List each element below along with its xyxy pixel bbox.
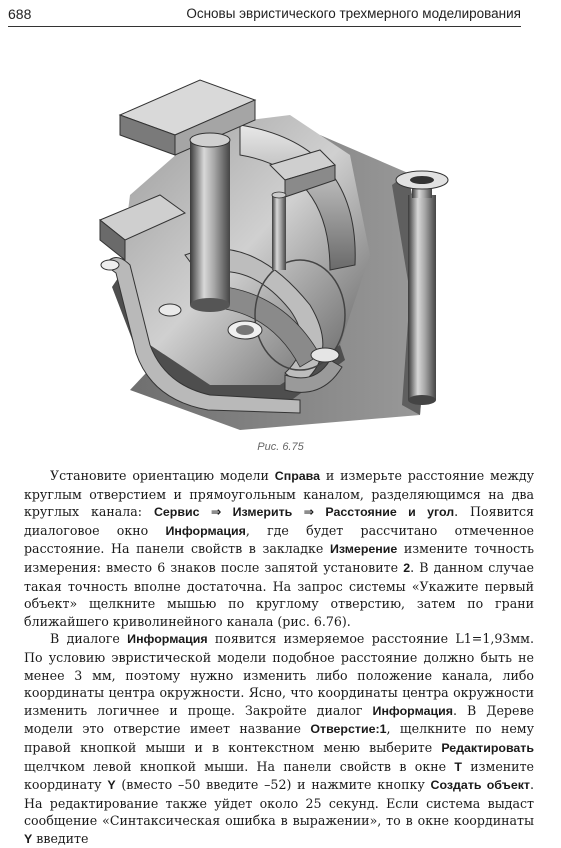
text-run: В диалоге — [50, 631, 128, 647]
text-run: измените точность измерения: вместо 6 знаков после запятой установите — [24, 541, 534, 575]
bold-term: Отверстие:1 — [310, 722, 387, 737]
bold-term: Y — [107, 778, 116, 793]
text-run: измените координату — [24, 758, 534, 793]
text-run: , где будет рассчитано отмеченное расстояние. На панели свойств в закладке — [24, 522, 534, 557]
text-run: появится измеряемое расстояние L1=1,93мм. По условию эвристической модели подобное расстояние должно быть не менее 3 мм, поэтому нужно изменить либо положение канала, либо координаты центра окружности. Ясно, что координаты центра окружности изменить логичнее и проще. Закройте диалог — [24, 631, 534, 718]
text-run: Установите ориентацию модели — [50, 468, 275, 483]
paragraph — [24, 630, 534, 848]
running-title: Основы эвристического трехмерного моделирования — [186, 6, 521, 21]
bold-term: Измерение — [330, 542, 398, 557]
text-run: и измерьте расстояние между круглым отверстием и прямоугольным каналом, разделяющимся на два круглых канала: — [24, 468, 534, 520]
text-run: щелчком левой кнопкой мыши. На панели свойств в окне — [24, 758, 455, 774]
bold-term: Y — [24, 831, 33, 846]
figure-3d-model-render — [90, 55, 450, 430]
text-run: , щелкните по нему правой кнопкой мыши и в контекстном меню выберите — [24, 721, 535, 755]
page-number: 688 — [8, 6, 32, 22]
page-header — [0, 0, 561, 26]
header-rule — [8, 26, 521, 27]
text-run: . Появится диалоговое окно — [24, 504, 534, 538]
bold-term: Информация — [372, 703, 453, 718]
bold-term: Сервис ⇒ Измерить ⇒ Расстояние и угол — [153, 505, 455, 520]
paragraph — [24, 467, 534, 630]
bold-term: 2 — [403, 560, 411, 575]
text-run: . В данном случае такая точность вполне достаточна. На запрос системы «Укажите первый объект» щелкните мышью по круглому отверстию, затем по грани ближайшего криволинейного канала (рис. 6.76). — [24, 559, 534, 629]
figure-caption: Рис. 6.75 — [257, 441, 304, 453]
text-run: . В Дереве модели это отверстие имеет название — [24, 702, 534, 737]
bold-term: Создать объект — [430, 778, 530, 793]
text-run: (вместо –50 введите –52) и нажмите кнопку — [115, 777, 431, 793]
bold-term: Информация — [127, 632, 208, 647]
body-text — [24, 467, 534, 848]
bold-term: Редактировать — [441, 740, 534, 755]
bold-term: Информация — [165, 523, 246, 538]
bold-term: Т — [454, 759, 462, 774]
text-run: . На редактирование также уйдет около 25 секунд. Если система выдаст сообщение «Синтаксическая ошибка в выражении», то в окне координаты — [24, 777, 534, 829]
text-run: введите — [32, 830, 89, 846]
bold-term: Справа — [274, 469, 321, 483]
